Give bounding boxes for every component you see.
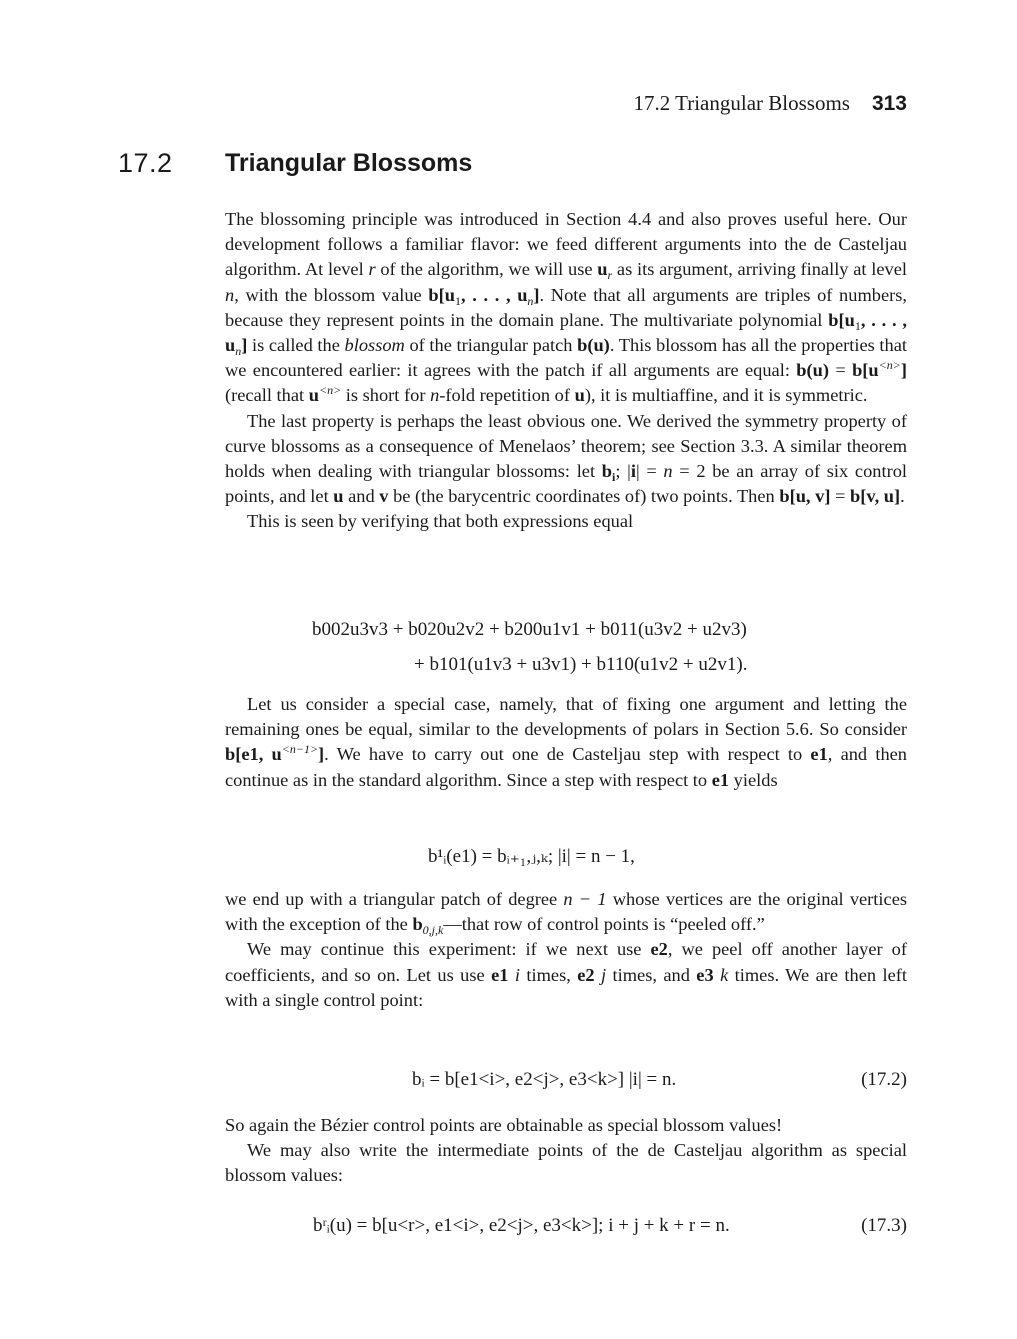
equation-3: bᵢ = b[e1<i>, e2<j>, e3<k>] |i| = n. [412,1069,677,1090]
paragraph-1: The blossoming principle was introduced in Section 4.4 and also proves useful here. Our development follows a familiar flavor: we feed different arguments into the de Casteljau algorithm. At level r of the algorithm, we will use $u_r$ as its argument, arriving finally at level n, with the blossom value $b[u_1$, . . . , $u_n$]. Note that all arguments are triples of numbers, because they represent points in the domain plane. The multivariate polynomial $b[u_1$, . . . , $u_n$] is called the blossom of the triangular patch b(u). This blossom has all the properties that we encountered earlier: it agrees with the patch if all arguments are equal: $b(u) = b[u^{<n>}]$ (recall that $u^{<n>}$ is short for n-fold repetition of u), it is multiaffine, and it is symmetric. [225,209,907,406]
running-head [225,90,907,117]
section-number: 17.2 [118,148,173,178]
equation-1-line-2: + b101(u1v3 + u3v1) + b110(u1v2 + u2v1). [414,654,748,675]
paragraph-2: The last property is perhaps the least obvious one. We derived the symmetry property of curve blossoms as a consequence of Menelaos’ theorem; see Section 3.3. A similar theorem holds when dealing with triangular blossoms: let $b_i$; |i| = n = 2 be an array of six control points, and let u and v be (the barycentric coordinates of) two points. Then b[u, v] = b[v, u]. [225,410,908,507]
paragraph-4: Let us consider a special case, namely, that of fixing one argument and letting the remaining ones be equal, similar to the developments of polars in Section 5.6. So consider b[e1, $u^{<n-1>}$]. We have to carry out one de Casteljau step with respect to e1, and then continue as in the standard algorithm. Since a step with respect to e1 yields [225,694,907,790]
paragraph-6: We may continue this experiment: if we next use e2, we peel off another layer of coefficients, and so on. Let us use e1 i times, e2 j times, and e3 k times. We are then left with a single control point: [225,939,907,1010]
body-text-block-4 [225,1113,907,1189]
paragraph-8: We may also write the intermediate points of the de Casteljau algorithm as special blossom values: [225,1140,907,1186]
equation-4-number: (17.3) [861,1215,907,1236]
paragraph-5: we end up with a triangular patch of degree n − 1 whose vertices are the original vertices with the exception of the $b_{0,j,k}—that$ row of control points is “peeled off.” [225,889,908,938]
page-number: 313 [871,92,907,115]
paragraph-3: This is seen by verifying that both expressions equal [247,511,634,532]
body-text-block-3 [225,887,907,1013]
section-title: Triangular Blossoms [225,149,473,177]
equation-1-line-1: b002u3v3 + b020u2v2 + b200u1v1 + b011(u3v2 + u2v3) [312,619,747,640]
equation-2: b¹ᵢ(e1) = bᵢ₊₁,ⱼ,ₖ; |i| = n − 1, [428,846,635,867]
body-text-block-1 [225,207,907,535]
running-head-title: 17.2 Triangular Blossoms [633,91,850,115]
paragraph-7: So again the Bézier control points are obtainable as special blossom values! [225,1115,783,1135]
equation-4: bʳᵢ(u) = b[u<r>, e1<i>, e2<j>, e3<k>]; i + j + k + r = n. [313,1215,730,1236]
equation-3-number: (17.2) [861,1069,907,1090]
body-text-block-2 [225,692,907,793]
